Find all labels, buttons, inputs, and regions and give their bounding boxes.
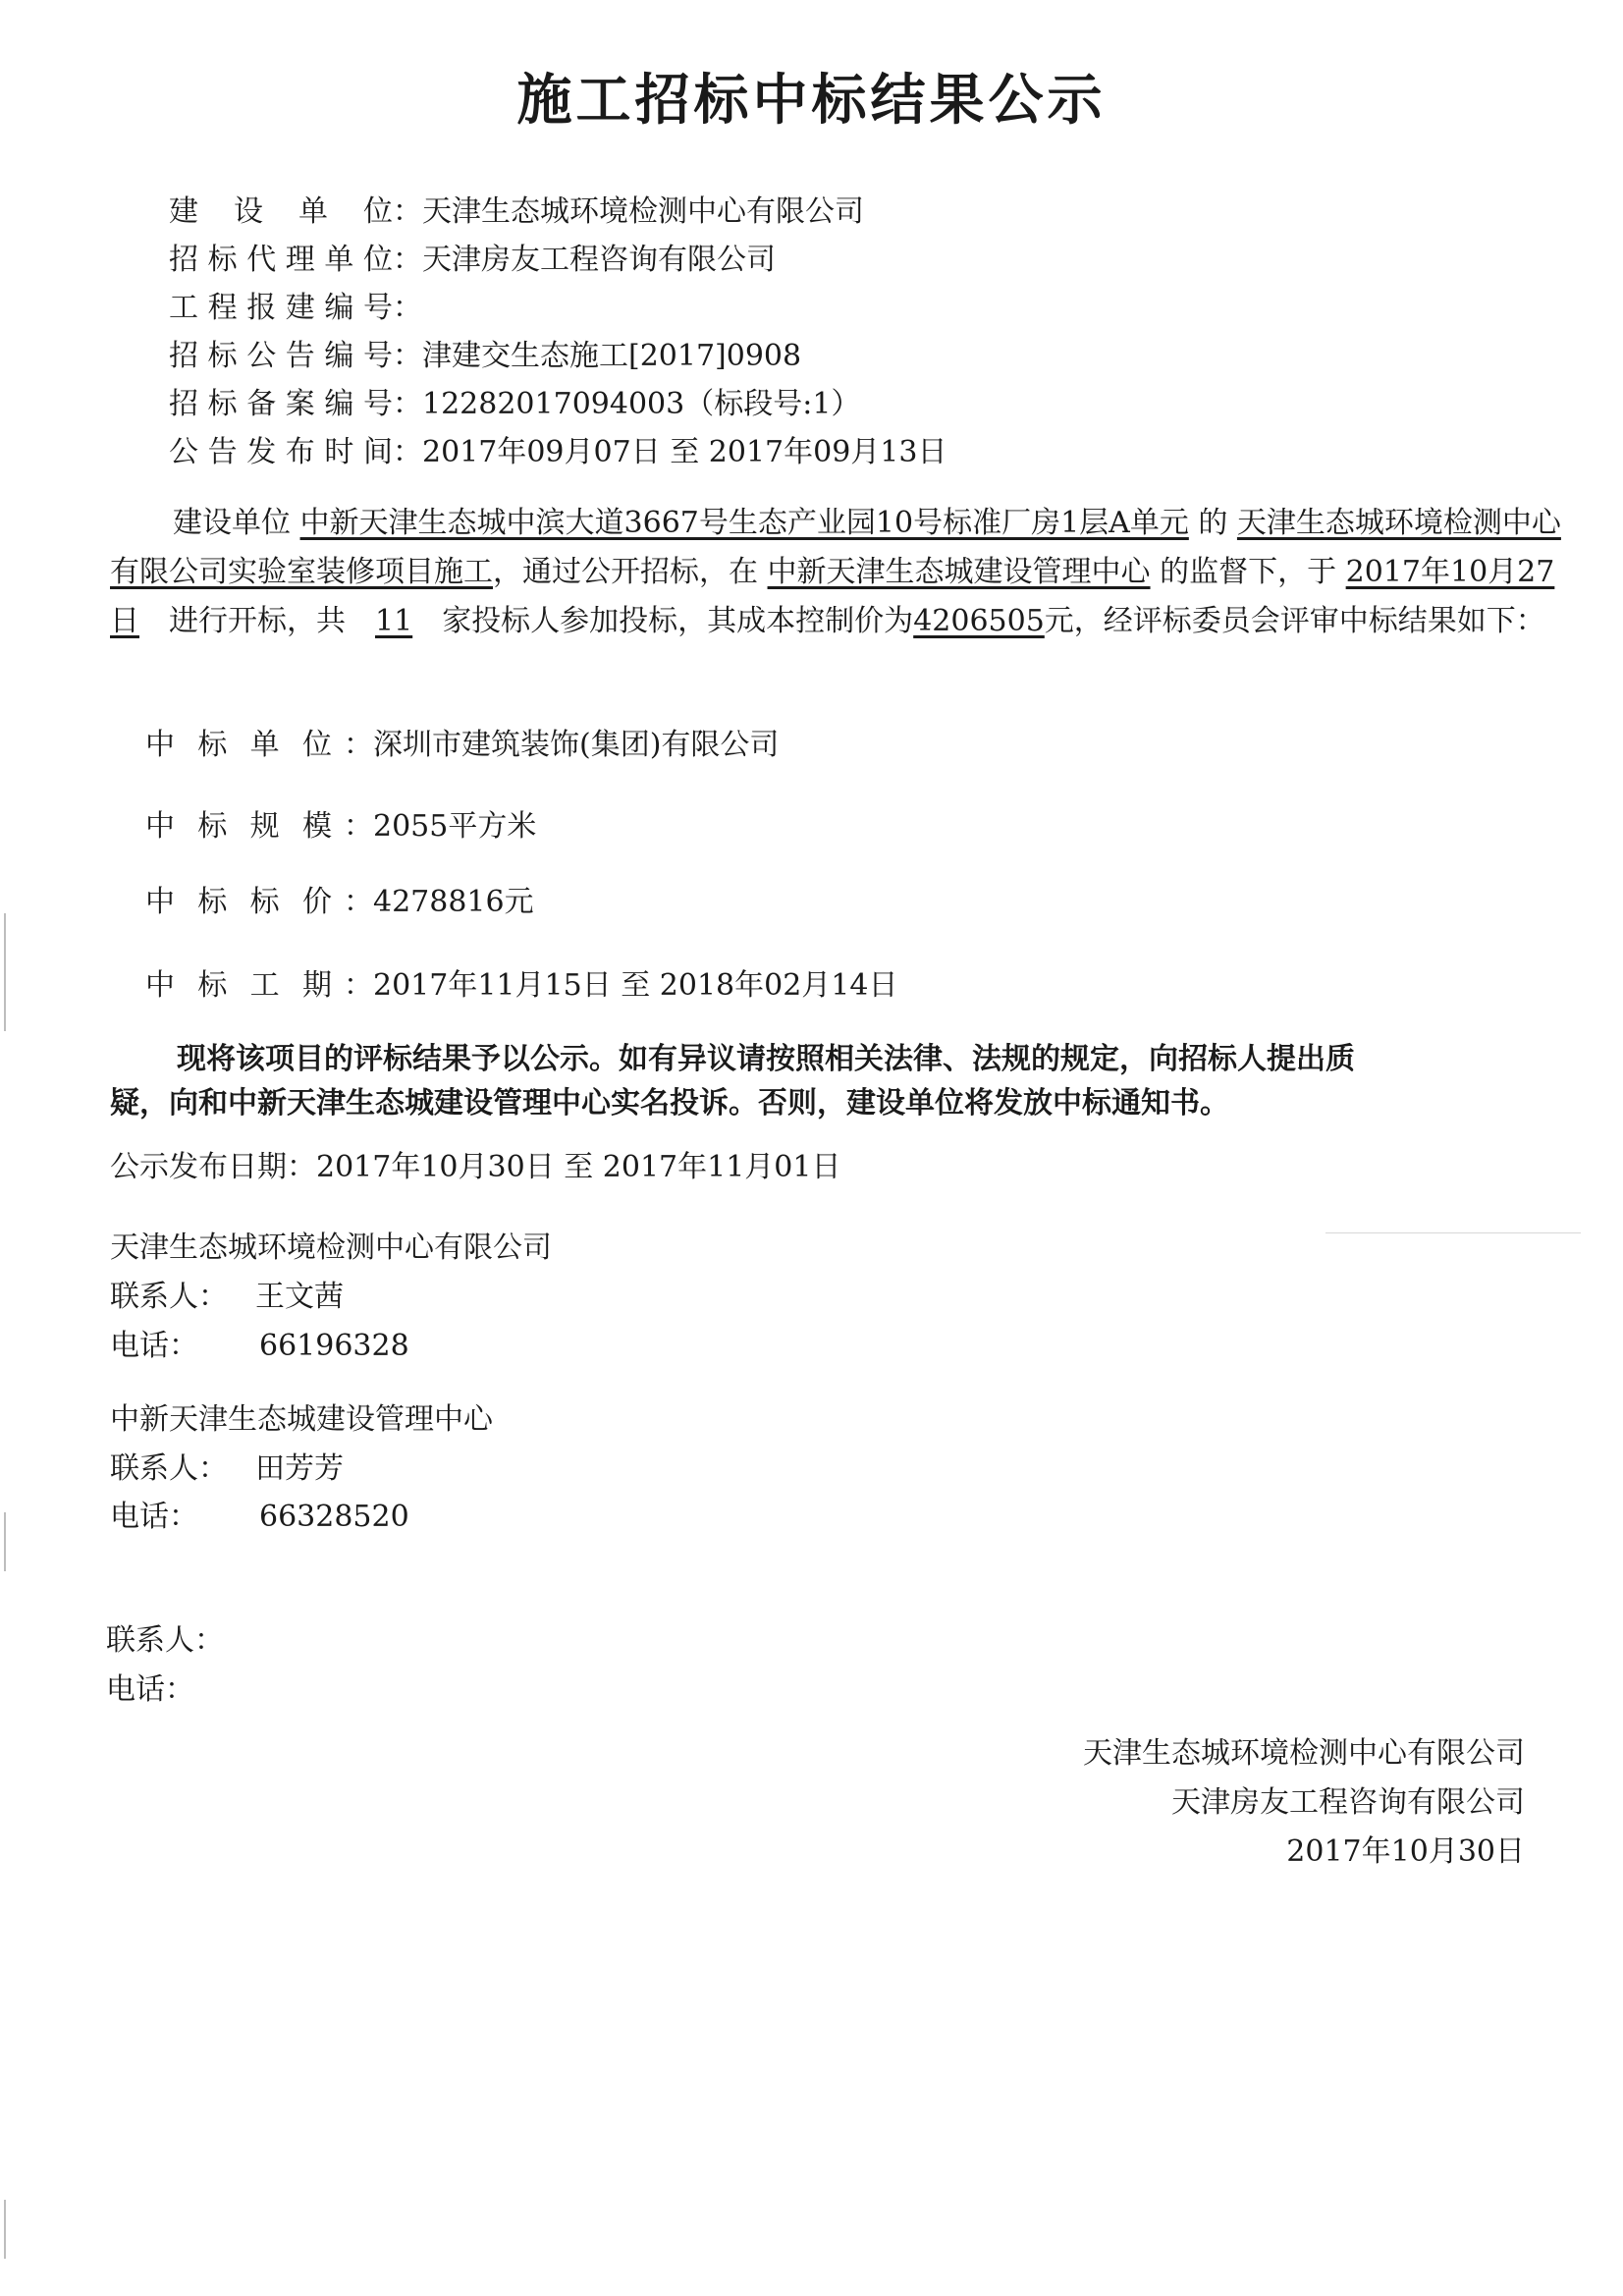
signature-org-2: 天津房友工程咨询有限公司 — [1171, 1785, 1525, 1820]
result-row-winner: 中标单位 ：深圳市建筑装饰(集团)有限公司 — [145, 720, 779, 763]
contact-person-row — [110, 1444, 344, 1487]
header-label: 招标代理单位 — [169, 243, 393, 277]
project-location: 中新天津生态城中滨大道3667号生态产业园10号标准厂房1层A单元 — [299, 506, 1189, 540]
header-value: 天津房友工程咨询有限公司 — [422, 243, 776, 277]
contact-phone-label: 电话： — [110, 1329, 198, 1363]
publish-value: 2017年10月30日 至 2017年11月01日 — [316, 1150, 841, 1184]
header-value: 津建交生态施工[2017]0908 — [422, 339, 802, 373]
blank-contact-person: 联系人： — [106, 1623, 224, 1658]
header-row-publish-time: 公告发布时间：2017年09月07日 至 2017年09月13日 — [169, 427, 947, 470]
signature-date: 2017年10月30日 — [1286, 1834, 1525, 1869]
result-label: 中标规模 — [145, 809, 332, 844]
header-label: 招标公告编号 — [169, 339, 393, 373]
scan-artifact — [4, 913, 6, 1031]
text: 家投标人参加投标，其成本控制价为 — [442, 604, 914, 638]
bidder-count: 11 — [375, 604, 413, 638]
notice-line-2: 疑，向和中新天津生态城建设管理中心实名投诉。否则，建设单位将发放中标通知书。 — [110, 1086, 1229, 1121]
contact-person: 王文茜 — [255, 1280, 344, 1314]
header-row-project-no: 工程报建编号： — [169, 283, 422, 326]
header-label: 工程报建编号 — [169, 291, 393, 325]
header-label: 招标备案编号 — [169, 387, 393, 421]
result-value: 2017年11月15日 至 2018年02月14日 — [373, 968, 898, 1003]
page-title: 施工招标中标结果公示 — [516, 69, 1107, 133]
result-label: 中标工期 — [145, 968, 332, 1003]
header-value: 天津生态城环境检测中心有限公司 — [422, 194, 864, 229]
result-row-price: 中标标价 ：4278816元 — [145, 877, 534, 920]
contact-phone-row — [110, 1321, 409, 1364]
signature-org-1: 天津生态城环境检测中心有限公司 — [1083, 1736, 1525, 1771]
result-value: 4278816元 — [373, 885, 534, 919]
contact-person-label: 联系人： — [110, 1280, 228, 1314]
header-row-notice-no: 招标公告编号：津建交生态施工[2017]0908 — [169, 331, 801, 374]
text: 建设单位 — [173, 506, 291, 540]
result-label: 中标标价 — [145, 885, 332, 919]
divider — [1325, 1232, 1581, 1233]
header-row-builder: 建设单位：天津生态城环境检测中心有限公司 — [169, 187, 864, 230]
contact-phone: 66196328 — [259, 1329, 409, 1363]
contact-phone-label: 电话： — [110, 1500, 198, 1534]
header-label: 建设单位 — [169, 194, 393, 229]
result-row-scale: 中标规模 ：2055平方米 — [145, 801, 536, 845]
header-value: 12282017094003（标段号:1） — [422, 387, 861, 421]
publish-date — [110, 1142, 840, 1185]
text: 的 — [1198, 506, 1228, 540]
header-row-record-no: 招标备案编号：12282017094003（标段号:1） — [169, 379, 860, 422]
contact-phone-row — [110, 1492, 409, 1535]
result-value: 深圳市建筑装饰(集团)有限公司 — [373, 728, 780, 762]
header-row-agent: 招标代理单位：天津房友工程咨询有限公司 — [169, 235, 776, 278]
result-value: 2055平方米 — [373, 809, 537, 844]
text: 的监督下，于 — [1160, 555, 1337, 589]
header-label: 公告发布时间 — [169, 435, 393, 469]
project-name: 天津生态城环境检测中心有限公司实验室装修项目施工 — [110, 506, 1561, 589]
blank-contact-phone: 电话： — [106, 1672, 194, 1707]
contact-org: 天津生态城环境检测中心有限公司 — [110, 1230, 552, 1265]
contact-person-label: 联系人： — [110, 1451, 228, 1486]
text: 进行开标，共 — [169, 604, 346, 638]
header-value: 2017年09月07日 至 2017年09月13日 — [422, 435, 947, 469]
contact-person: 田芳芳 — [255, 1451, 344, 1486]
contact-org: 中新天津生态城建设管理中心 — [110, 1402, 493, 1437]
contact-person-row — [110, 1272, 344, 1315]
publish-label: 公示发布日期： — [110, 1150, 316, 1184]
text: ，通过公开招标，在 — [493, 555, 758, 589]
announcement-paragraph — [110, 499, 1583, 646]
scan-artifact — [4, 1512, 6, 1571]
result-row-period: 中标工期 ：2017年11月15日 至 2018年02月14日 — [145, 960, 897, 1004]
notice-line-1: 现将该项目的评标结果予以公示。如有异议请按照相关法律、法规的规定，向招标人提出质 — [177, 1042, 1355, 1076]
text: 元，经评标委员会评审中标结果如下： — [1044, 604, 1545, 638]
scan-artifact — [4, 2200, 6, 2259]
result-label: 中标单位 — [145, 728, 332, 762]
supervisor: 中新天津生态城建设管理中心 — [767, 555, 1151, 589]
open-date: 2017年10月27日 — [110, 555, 1555, 638]
cost-control-price: 4206505 — [913, 604, 1045, 638]
contact-phone: 66328520 — [259, 1500, 409, 1534]
